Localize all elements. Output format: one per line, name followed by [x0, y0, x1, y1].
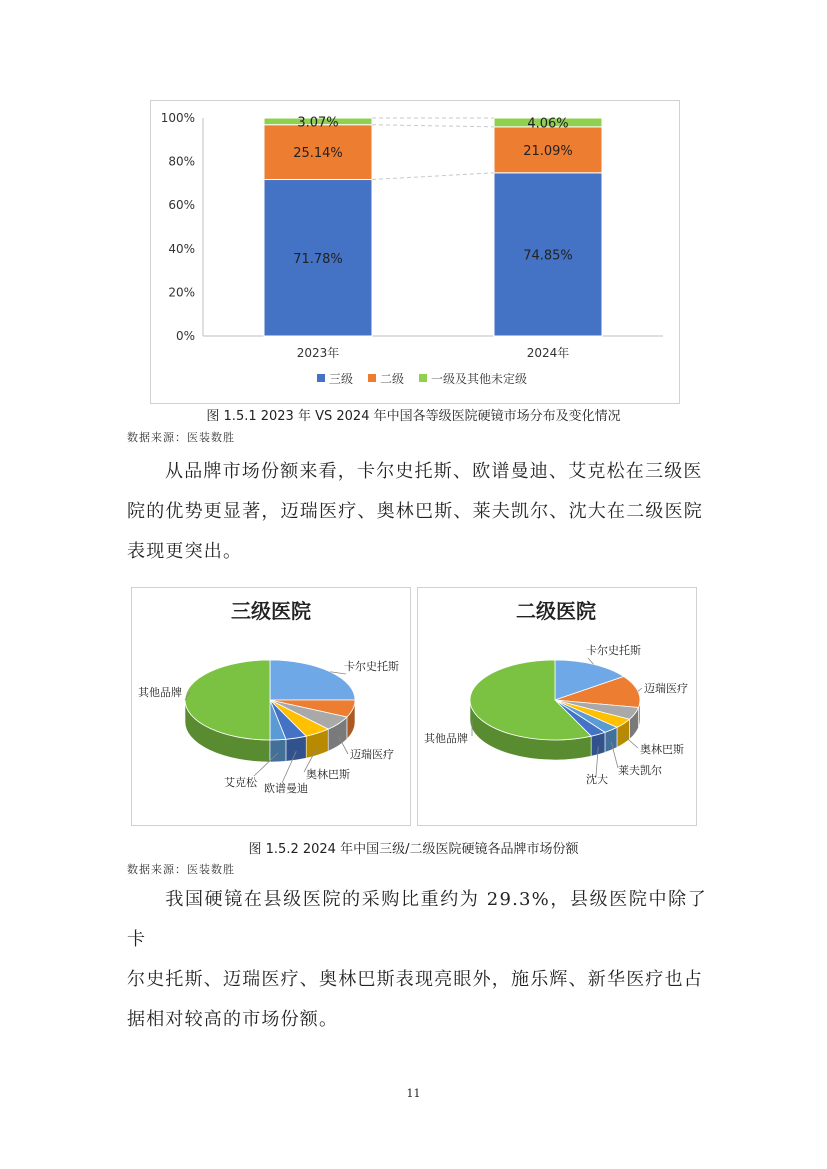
slice-label: 艾克松 — [224, 776, 257, 789]
pie-chart-secondary-frame — [417, 587, 697, 826]
pie-chart-tertiary-frame — [131, 587, 411, 826]
legend-label: 三级 — [329, 372, 354, 386]
paragraph-line: 我国硬镜在县级医院的采购比重约为 29.3%，县级医院中除了卡 — [127, 889, 707, 950]
y-tick-label: 100% — [160, 111, 195, 125]
pie-slice — [270, 660, 355, 700]
paragraph-line: 表现更突出。 — [127, 541, 243, 562]
legend-swatch — [368, 374, 376, 382]
figure2-caption: 图 1.5.2 2024 年中国三级/二级医院硬镜各品牌市场份额 — [248, 842, 579, 857]
pie-chart-tertiary — [132, 588, 410, 825]
paragraph-line: 据相对较高的市场份额。 — [127, 1009, 339, 1030]
figure1-caption: 图 1.5.1 2023 年 VS 2024 年中国各等级医院硬镜市场分布及变化情况 — [206, 409, 621, 424]
paragraph-line: 院的优势更显著，迈瑞医疗、奥林巴斯、莱夫凯尔、沈大在二级医院 — [127, 501, 703, 522]
stacked-bar-chart — [151, 101, 679, 403]
slice-label: 迈瑞医疗 — [644, 682, 688, 695]
slice-label: 卡尔史托斯 — [586, 644, 641, 657]
stacked-bar-chart-frame — [150, 100, 680, 404]
legend-swatch — [419, 374, 427, 382]
data-label: 71.78% — [293, 251, 343, 267]
data-label: 25.14% — [293, 146, 343, 162]
chart-title: 二级医院 — [516, 599, 596, 623]
data-label: 3.07% — [297, 115, 339, 131]
data-label: 4.06% — [527, 116, 569, 132]
slice-label: 沈大 — [586, 773, 608, 786]
paragraph-line: 尔史托斯、迈瑞医疗、奥林巴斯表现亮眼外，施乐辉、新华医疗也占 — [127, 969, 703, 990]
slice-label: 迈瑞医疗 — [350, 748, 394, 761]
legend-label: 二级 — [380, 372, 405, 386]
paragraph-county-hospitals — [127, 880, 707, 1040]
x-tick-label: 2024年 — [526, 346, 570, 360]
slice-label: 欧谱曼迪 — [264, 782, 308, 795]
leader-line — [638, 688, 642, 691]
paragraph-brand-share — [127, 452, 707, 572]
slice-label: 卡尔史托斯 — [344, 660, 399, 673]
legend-swatch — [317, 374, 325, 382]
slice-label: 其他品牌 — [424, 732, 468, 745]
legend-label: 一级及其他未定级 — [431, 372, 528, 386]
slice-label: 其他品牌 — [138, 686, 182, 699]
series-connector-line — [372, 173, 494, 180]
page-number: 11 — [406, 1087, 421, 1100]
figure1-source: 数据来源：医装数胜 — [127, 431, 235, 444]
slice-label: 奥林巴斯 — [306, 768, 350, 781]
paragraph-line: 从品牌市场份额来看，卡尔史托斯、欧谱曼迪、艾克松在三级医 — [165, 461, 703, 482]
data-label: 74.85% — [523, 248, 573, 264]
y-tick-label: 80% — [168, 154, 195, 169]
slice-label: 莱夫凯尔 — [618, 764, 662, 777]
slice-label: 奥林巴斯 — [640, 743, 684, 756]
x-tick-label: 2023年 — [296, 346, 340, 360]
y-tick-label: 40% — [168, 241, 195, 256]
pie-chart-secondary — [418, 588, 696, 825]
y-tick-label: 60% — [168, 198, 195, 213]
y-tick-label: 0% — [175, 329, 195, 343]
figure2-source: 数据来源：医装数胜 — [127, 863, 235, 876]
pie-slice-side — [286, 736, 306, 761]
y-tick-label: 20% — [168, 285, 195, 300]
series-connector-line — [372, 125, 494, 127]
data-label: 21.09% — [523, 143, 573, 159]
chart-title: 三级医院 — [231, 599, 311, 623]
